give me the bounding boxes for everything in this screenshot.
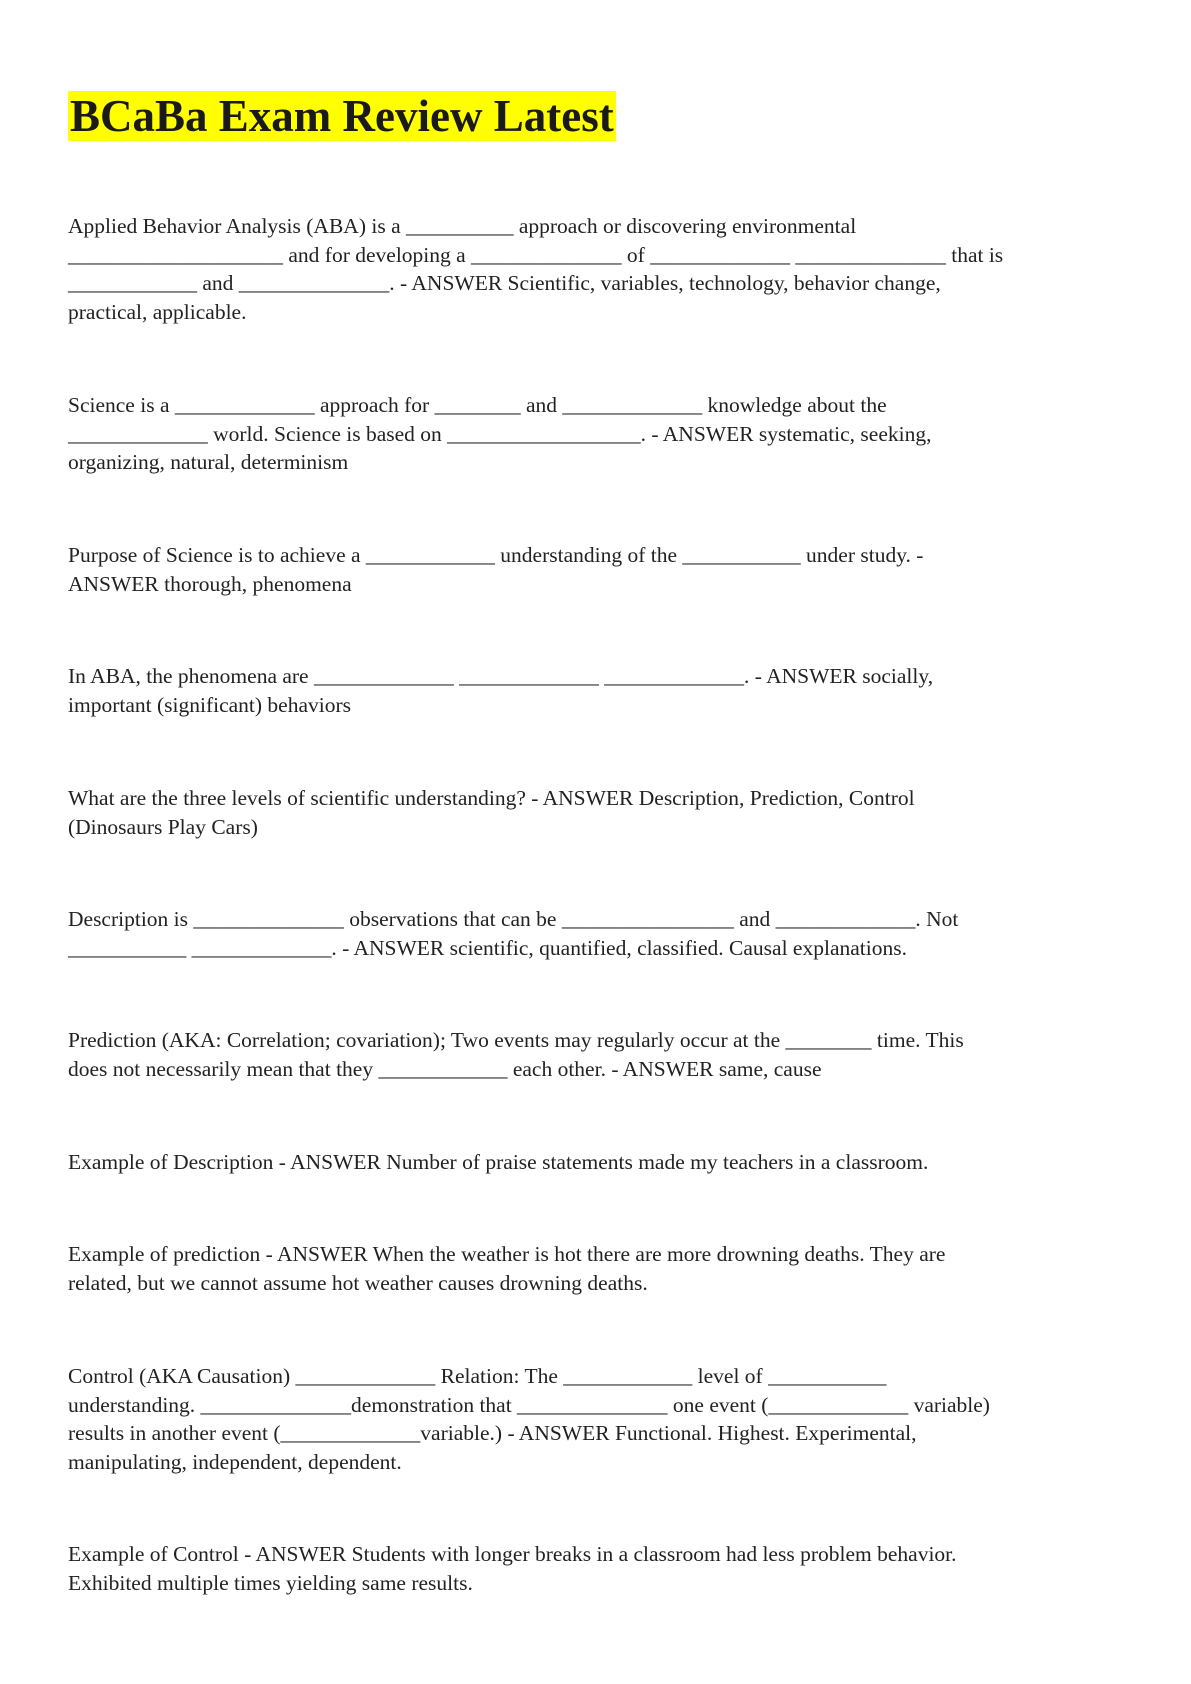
qa-item-example-description: Example of Description - ANSWER Number of praise statements made my teachers in a classroom. — [68, 1150, 929, 1174]
qa-item-control: Control (AKA Causation) _____________ Relation: The ____________ level of ___________ understanding. ______________demonstration that ______________ one event (_____________ variable) results in another event (_____________variable.) - ANSWER Functional. Highest. Experimental, manipulating, independent, dependent. — [68, 1364, 990, 1474]
qa-item-aba-phenomena: In ABA, the phenomena are _____________ _____________ _____________. - ANSWER socially, important (significant) behaviors — [68, 664, 934, 717]
document-title — [68, 90, 616, 142]
qa-item-three-levels: What are the three levels of scientific understanding? - ANSWER Description, Prediction, Control (Dinosaurs Play Cars) — [68, 786, 915, 839]
qa-item-example-control: Example of Control - ANSWER Students with longer breaks in a classroom had less problem behavior. Exhibited multiple times yielding same results. — [68, 1542, 957, 1595]
qa-item-example-prediction: Example of prediction - ANSWER When the weather is hot there are more drowning deaths. They are related, but we cannot assume hot weather causes drowning deaths. — [68, 1242, 946, 1295]
qa-item-aba-definition: Applied Behavior Analysis (ABA) is a __________ approach or discovering environmental ____________________ and for developing a ______________ of _____________ ______________ that is ____________ and ______________. - ANSWER Scientific, variables, technology, behavior change, practical, applicable. — [68, 214, 1004, 324]
qa-item-purpose-of-science: Purpose of Science is to achieve a ____________ understanding of the ___________ under study. - ANSWER thorough, phenomena — [68, 543, 924, 596]
qa-item-description: Description is ______________ observations that can be ________________ and _____________. Not ___________ _____________. - ANSWER scientific, quantified, classified. Causal explanations. — [68, 907, 959, 960]
qa-item-prediction: Prediction (AKA: Correlation; covariation); Two events may regularly occur at the ________ time. This does not necessarily mean that they ____________ each other. - ANSWER same, cause — [68, 1028, 964, 1081]
title-highlight: BCaBa Exam Review Latest — [70, 91, 614, 141]
qa-item-science-definition: Science is a _____________ approach for ________ and _____________ knowledge about the _____________ world. Science is based on __________________. - ANSWER systematic, seeking, organizing, natural, determinism — [68, 393, 932, 474]
